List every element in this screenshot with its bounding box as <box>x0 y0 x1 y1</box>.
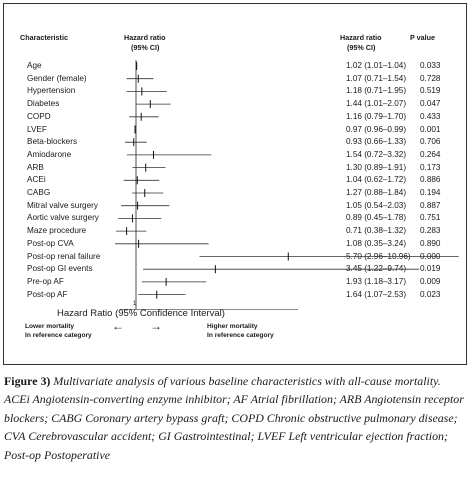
higher-mortality-line1: Higher mortality <box>207 323 258 330</box>
header-p-value: P value <box>410 33 436 42</box>
row-hazard-ratio-ci: 1.27 (0.88–1.84) <box>346 188 407 197</box>
header-characteristic: Characteristic <box>20 33 68 42</box>
row-hazard-ratio-ci: 1.54 (0.72–3.32) <box>346 149 407 159</box>
row-hazard-ratio-ci: 1.08 (0.35–3.24) <box>346 238 407 248</box>
reference-tick-label: 1 <box>133 301 137 307</box>
header-hazard-ratio-left: Hazard ratio <box>124 33 166 42</box>
row-hazard-ratio-ci: 1.30 (0.89–1.91) <box>346 162 407 172</box>
row-p-value: 0.433 <box>420 111 441 121</box>
higher-mortality-label <box>207 322 274 340</box>
row-label: Gender (female) <box>27 73 87 83</box>
row-label: Post-op GI events <box>27 264 93 274</box>
row-label: Mitral valve surgery <box>27 200 98 210</box>
row-label: Aortic valve surgery <box>27 213 99 223</box>
row-hazard-ratio-ci: 0.97 (0.96–0.99) <box>346 124 407 134</box>
row-label: Hypertension <box>27 86 76 96</box>
row-label: ACEi <box>27 175 46 185</box>
header-ci-right: (95% CI) <box>347 43 376 52</box>
figure-caption <box>4 372 466 464</box>
header-ci-left: (95% CI) <box>131 43 160 52</box>
caption-text: Multivariate analysis of various baseline characteristics with all-cause mortality. ACEi Angiotensin-converting enzyme inhibitor; AF Atrial fibrillation; ARB Angiotensin receptor blockers; CABG Coronary artery bypass graft; COPD Chronic obstructive pulmonary disease; CVA Cerebrovascular accident; GI Gastrointestinal; LVEF Left ventricular ejection fraction; Post-op Postoperative <box>4 374 464 462</box>
row-p-value: 0.264 <box>420 149 441 159</box>
row-p-value: 0.009 <box>420 276 441 286</box>
row-p-value: 0.194 <box>420 188 441 197</box>
row-p-value: 0.023 <box>420 289 441 299</box>
row-hazard-ratio-ci: 1.04 (0.62–1.72) <box>346 175 407 185</box>
row-label: Maze procedure <box>27 226 87 236</box>
row-hazard-ratio-ci: 1.44 (1.01–2.07) <box>346 99 407 109</box>
left-arrow-icon: ← <box>112 319 124 333</box>
row-p-value: 0.887 <box>420 200 441 210</box>
row-hazard-ratio-ci: 0.71 (0.38–1.32) <box>346 226 407 236</box>
row-label: Post-op renal failure <box>27 251 101 261</box>
row-hazard-ratio-ci: 1.93 (1.18–3.17) <box>346 276 407 286</box>
row-label: Post-op CVA <box>27 238 74 248</box>
lower-mortality-line1: Lower mortality <box>25 323 75 330</box>
x-axis-title: Hazard Ratio (95% Confidence Interval) <box>57 308 225 319</box>
row-label: LVEF <box>27 124 47 134</box>
row-label: COPD <box>27 111 51 121</box>
row-label: Post-op AF <box>27 289 68 299</box>
row-label: Amiodarone <box>27 149 72 159</box>
row-label: ARB <box>27 162 44 172</box>
row-label: CABG <box>27 188 51 197</box>
row-hazard-ratio-ci: 3.45 (1.22–9.74) <box>346 264 407 274</box>
row-p-value: 0.706 <box>420 137 441 147</box>
header-hazard-ratio-right: Hazard ratio <box>340 33 382 42</box>
row-hazard-ratio-ci: 0.93 (0.66–1.33) <box>346 137 407 147</box>
row-p-value: 0.000 <box>420 251 441 261</box>
row-p-value: 0.519 <box>420 86 441 96</box>
right-arrow-icon: → <box>150 319 162 333</box>
row-hazard-ratio-ci: 1.05 (0.54–2.03) <box>346 200 407 210</box>
row-hazard-ratio-ci: 1.64 (1.07–2.53) <box>346 289 407 299</box>
row-p-value: 0.890 <box>420 238 441 248</box>
row-hazard-ratio-ci: 1.16 (0.79–1.70) <box>346 111 407 121</box>
row-label: Pre-op AF <box>27 276 64 286</box>
lower-mortality-line2: In reference category <box>25 332 92 339</box>
row-hazard-ratio-ci: 1.07 (0.71–1.54) <box>346 73 407 83</box>
row-hazard-ratio-ci: 1.18 (0.71–1.95) <box>346 86 407 96</box>
row-label: Diabetes <box>27 99 60 109</box>
row-p-value: 0.283 <box>420 226 441 236</box>
row-p-value: 0.001 <box>420 124 441 134</box>
row-label: Age <box>27 61 42 70</box>
row-hazard-ratio-ci: 1.02 (1.01–1.04) <box>346 61 407 70</box>
row-label: Beta-blockers <box>27 137 78 147</box>
row-p-value: 0.886 <box>420 175 441 185</box>
row-p-value: 0.047 <box>420 99 441 109</box>
row-hazard-ratio-ci: 0.89 (0.45–1.78) <box>346 213 407 223</box>
row-p-value: 0.019 <box>420 264 441 274</box>
row-p-value: 0.728 <box>420 73 441 83</box>
row-hazard-ratio-ci: 5.70 (2.96–10.96) <box>346 251 411 261</box>
row-p-value: 0.751 <box>420 213 441 223</box>
lower-mortality-label <box>25 322 92 340</box>
figure-number: Figure 3) <box>4 374 51 388</box>
row-p-value: 0.173 <box>420 162 441 172</box>
row-p-value: 0.033 <box>420 61 441 70</box>
higher-mortality-line2: In reference category <box>207 332 274 339</box>
